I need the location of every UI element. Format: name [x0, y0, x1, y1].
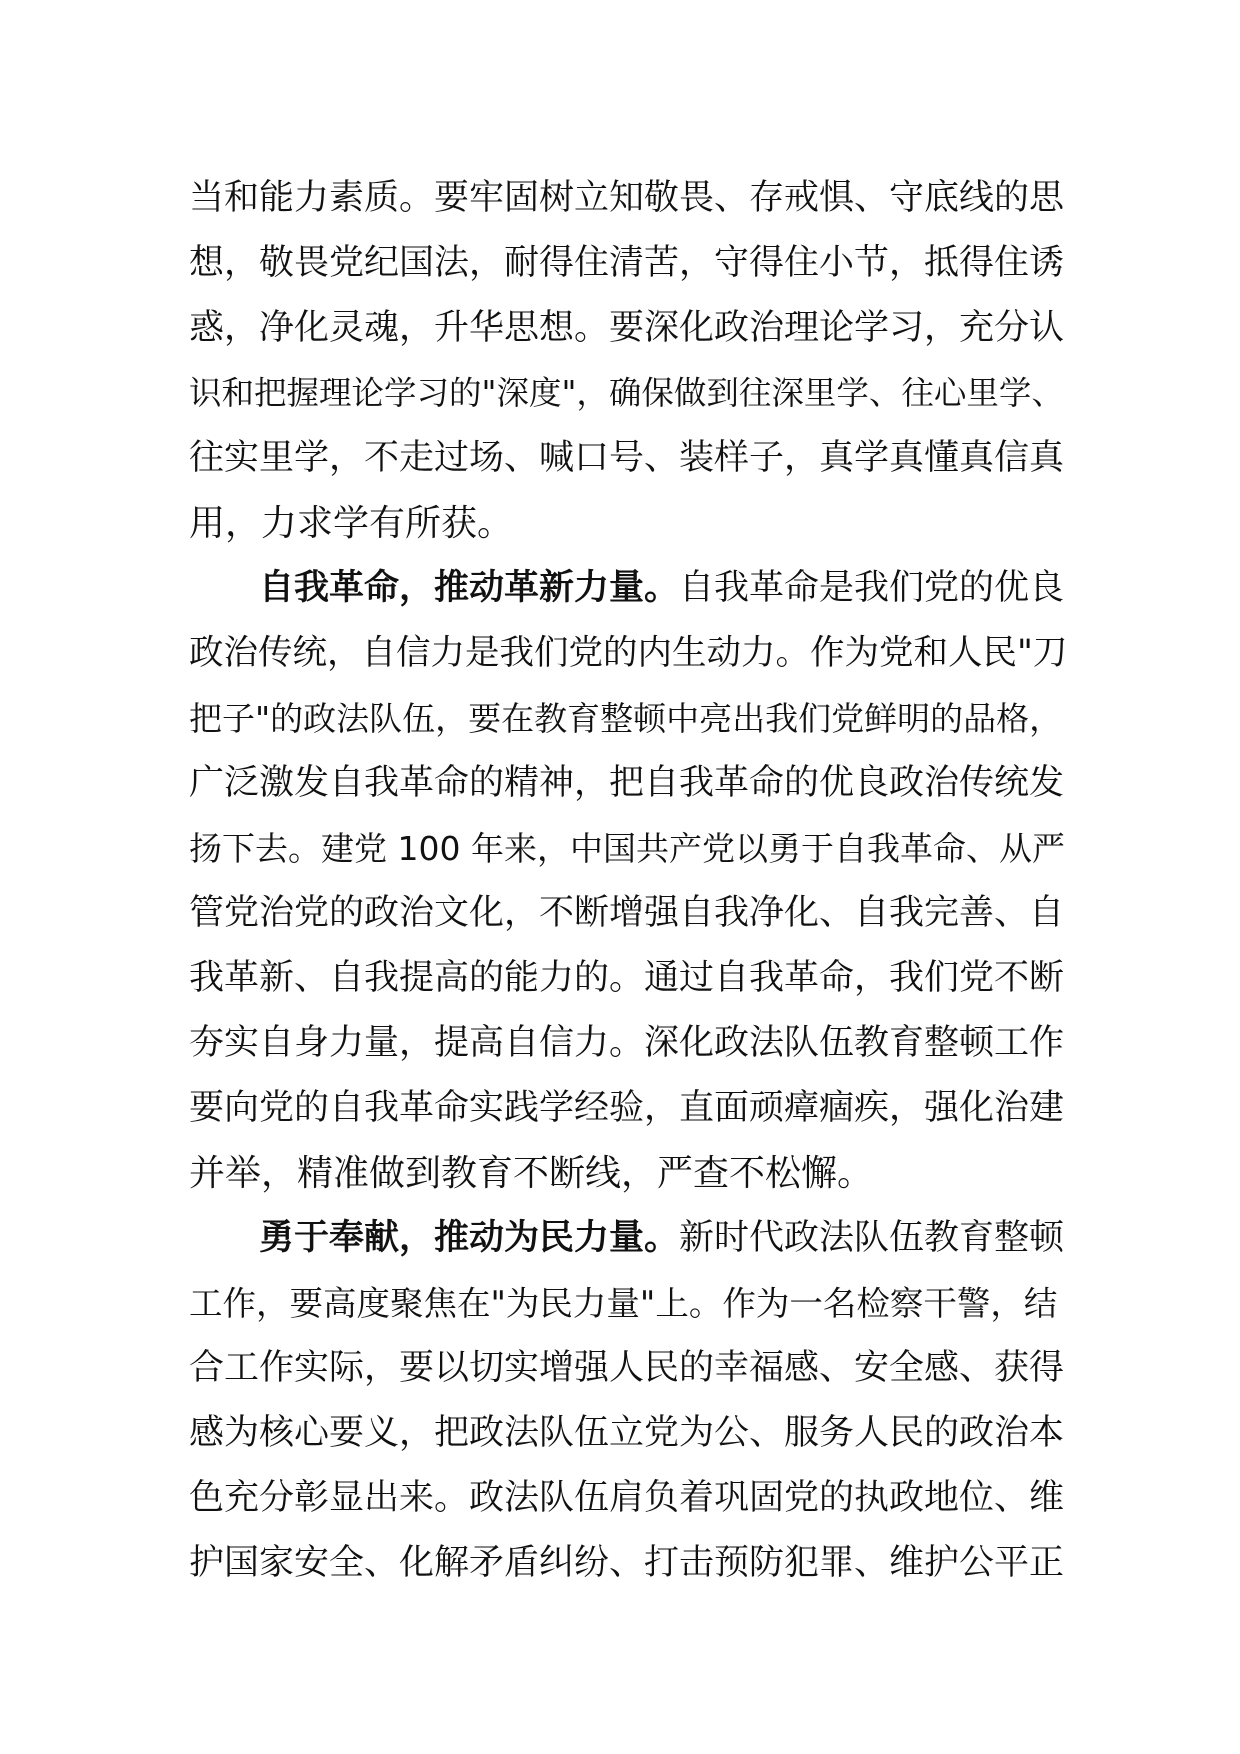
text-line: 要向党的自我革命实践学经验，直面顽瘴痼疾，强化治建 [189, 1088, 1065, 1128]
text-line: 并举，精准做到教育不断线，严查不松懈。 [189, 1153, 874, 1194]
text-line: 想，敬畏党纪国法，耐得住清苦，守得住小节，抵得住诱 [189, 243, 1065, 283]
text-run: 自我革命是我们党的优良 [679, 568, 1065, 608]
text-line: 把子"的政法队伍，要在教育整顿中亮出我们党鲜明的品格， [189, 699, 1063, 738]
text-line: 工作，要高度聚焦在"为民力量"上。作为一名检察干警，结 [189, 1284, 1058, 1323]
text-line: 当和能力素质。要牢固树立知敬畏、存戒惧、守底线的思 [189, 178, 1065, 218]
paragraph-first-line [189, 556, 1069, 621]
text-line: 惑，净化灵魂，升华思想。要深化政治理论学习，充分认 [189, 308, 1065, 348]
text-line: 管党治党的政治文化，不断增强自我净化、自我完善、自 [189, 893, 1065, 933]
text-line: 色充分彰显出来。政法队伍肩负着巩固党的执政地位、维 [189, 1478, 1065, 1518]
document-body [189, 166, 1069, 1596]
text-line: 夯实自身力量，提高自信力。深化政法队伍教育整顿工作 [189, 1023, 1065, 1063]
text-line: 合工作实际，要以切实增强人民的幸福感、安全感、获得 [189, 1348, 1065, 1388]
text-line: 护国家安全、化解矛盾纠纷、打击预防犯罪、维护公平正 [189, 1543, 1065, 1583]
text-line: 识和把握理论学习的"深度"，确保做到往深里学、往心里学、 [189, 374, 1064, 412]
text-run: 新时代政法队伍教育整顿 [679, 1218, 1065, 1258]
text-line: 扬下去。建党 100 年来，中国共产党以勇于自我革命、从严 [189, 829, 1065, 868]
text-line: 用，力求学有所获。 [189, 503, 514, 544]
text-line: 我革新、自我提高的能力的。通过自我革命，我们党不断 [189, 958, 1065, 998]
text-line: 广泛激发自我革命的精神，把自我革命的优良政治传统发 [189, 763, 1065, 803]
text-line: 感为核心要义，把政法队伍立党为公、服务人民的政治本 [189, 1413, 1065, 1453]
paragraph-first-line [189, 1206, 1069, 1271]
section-heading: 勇于奉献，推动为民力量。 [259, 1218, 680, 1258]
text-line: 政治传统，自信力是我们党的内生动力。作为党和人民"刀 [189, 633, 1068, 673]
text-line: 往实里学，不走过场、喊口号、装样子，真学真懂真信真 [189, 438, 1065, 478]
section-heading: 自我革命，推动革新力量。 [259, 568, 680, 608]
